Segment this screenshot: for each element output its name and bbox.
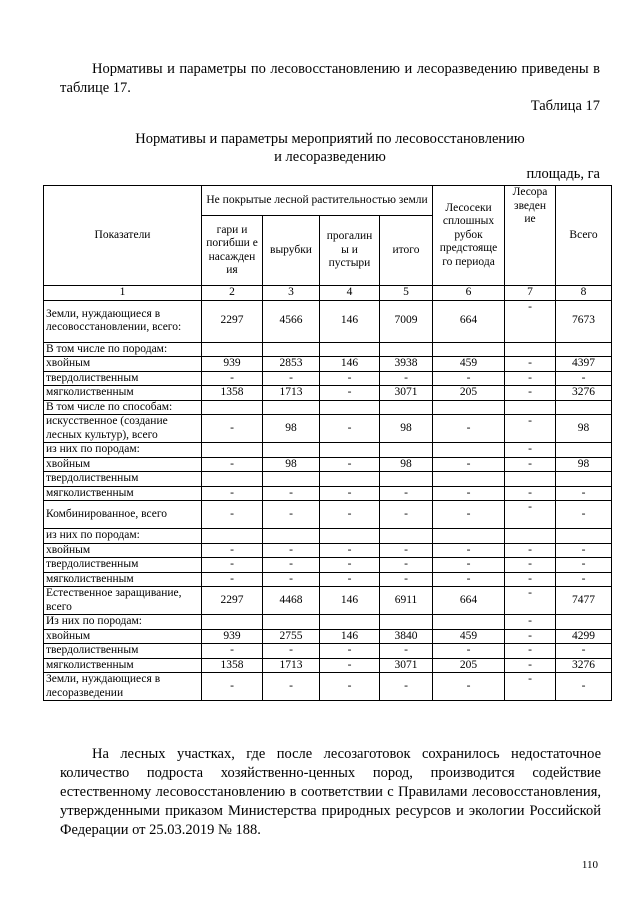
table-cell [556, 443, 612, 458]
column-number-row [44, 286, 612, 301]
row-label: из них по породам: [44, 443, 202, 458]
table-cell: 3071 [380, 386, 433, 401]
table-cell [320, 529, 380, 544]
row-label: мягколиственным [44, 386, 202, 401]
table-cell: 98 [380, 457, 433, 472]
table-cell: - [202, 501, 263, 529]
table-cell: 4397 [556, 357, 612, 372]
table-cell: - [320, 572, 380, 587]
table-cell [320, 400, 380, 415]
table-row [44, 443, 612, 458]
table-cell: 2297 [202, 587, 263, 615]
table-cell: - [505, 629, 556, 644]
table-cell: - [505, 615, 556, 630]
table-row [44, 486, 612, 501]
row-label: мягколиственным [44, 572, 202, 587]
column-number: 8 [556, 286, 612, 301]
row-label: хвойным [44, 629, 202, 644]
table-cell [433, 615, 505, 630]
table-cell: - [320, 371, 380, 386]
header-clear-cutting-areas: Лесосеки сплошных рубок предстояще го периода [433, 186, 505, 286]
row-label: В том числе по породам: [44, 342, 202, 357]
table-row [44, 629, 612, 644]
table-cell [433, 529, 505, 544]
table-cell: - [505, 300, 556, 342]
table-cell [505, 529, 556, 544]
table-cell: - [380, 673, 433, 701]
table-cell: - [202, 371, 263, 386]
table-cell: - [433, 572, 505, 587]
table-cell: 146 [320, 587, 380, 615]
header-unforested-lands: Не покрытые лесной растительностью земли [202, 186, 433, 216]
table-row [44, 371, 612, 386]
table-row [44, 472, 612, 487]
row-label: твердолиственным [44, 558, 202, 573]
table-cell: - [556, 572, 612, 587]
table-cell: - [433, 543, 505, 558]
table-cell: 7673 [556, 300, 612, 342]
table-cell: - [505, 644, 556, 659]
column-number: 3 [263, 286, 320, 301]
table-row [44, 572, 612, 587]
table-row [44, 529, 612, 544]
table-cell: 3840 [380, 629, 433, 644]
table-row [44, 386, 612, 401]
table-cell: 4566 [263, 300, 320, 342]
table-cell: - [320, 658, 380, 673]
table-cell: - [505, 501, 556, 529]
table-cell: - [505, 572, 556, 587]
table-row [44, 558, 612, 573]
table-cell: 664 [433, 587, 505, 615]
table-cell: 1713 [263, 658, 320, 673]
column-number: 5 [380, 286, 433, 301]
table-cell: - [263, 371, 320, 386]
table-cell: - [320, 543, 380, 558]
table-row [44, 457, 612, 472]
intro-paragraph: Нормативы и параметры по лесовосстановлению и лесоразведению приведены в таблице 17. [60, 61, 600, 96]
table-cell: - [380, 558, 433, 573]
table-cell: 2755 [263, 629, 320, 644]
units-label: площадь, га [526, 166, 600, 182]
row-label: Естественное заращивание, всего [44, 587, 202, 615]
table-cell: 146 [320, 300, 380, 342]
table-label: Таблица 17 [530, 98, 600, 114]
table-cell: - [320, 644, 380, 659]
table-cell: 205 [433, 386, 505, 401]
table-cell: 7009 [380, 300, 433, 342]
row-label: Комбинированное, всего [44, 501, 202, 529]
table-cell [263, 400, 320, 415]
table-cell: - [202, 415, 263, 443]
table-cell: 2853 [263, 357, 320, 372]
table-cell: - [556, 673, 612, 701]
table-cell: 98 [263, 457, 320, 472]
table-cell [505, 472, 556, 487]
table-cell: - [556, 543, 612, 558]
table-cell: 98 [263, 415, 320, 443]
table-cell: 98 [556, 415, 612, 443]
table-row [44, 357, 612, 372]
page-number: 110 [581, 859, 598, 871]
table-cell: - [263, 501, 320, 529]
table-cell: - [263, 543, 320, 558]
table-cell: - [380, 486, 433, 501]
column-number: 2 [202, 286, 263, 301]
table-cell: 3938 [380, 357, 433, 372]
table-cell: 1358 [202, 386, 263, 401]
table-cell: - [380, 543, 433, 558]
header-total: Всего [556, 186, 612, 286]
table-cell [556, 615, 612, 630]
table-cell [505, 342, 556, 357]
table-cell: - [202, 457, 263, 472]
table-cell: - [263, 673, 320, 701]
table-cell: - [505, 587, 556, 615]
table-cell: - [320, 457, 380, 472]
table-row [44, 587, 612, 615]
table-cell: - [556, 486, 612, 501]
outro-paragraph: На лесных участках, где после лесозаготовок сохранилось недостаточное количество подроста хозяйственно-ценных пород, производится содействие естественному лесовосстановлению в соответствии с Правилами лесовосстановления, утвержденными приказом Министерства природных ресурсов и экологии Российской Федерации от 25.03.2019 № 188. [60, 746, 601, 838]
table-cell: - [556, 644, 612, 659]
table-cell: 2297 [202, 300, 263, 342]
table-cell: 1713 [263, 386, 320, 401]
table-cell: 4299 [556, 629, 612, 644]
table-cell: 98 [380, 415, 433, 443]
table-cell: - [556, 501, 612, 529]
table-cell: - [505, 386, 556, 401]
table-cell [433, 342, 505, 357]
table-cell: - [320, 673, 380, 701]
table-cell: 1358 [202, 658, 263, 673]
table-title [60, 130, 600, 166]
table-cell [202, 615, 263, 630]
table-row [44, 501, 612, 529]
column-number: 4 [320, 286, 380, 301]
table-cell [263, 342, 320, 357]
table-title-line: Нормативы и параметры мероприятий по лесовосстановлению [135, 131, 525, 147]
table-cell [263, 472, 320, 487]
table-cell: - [433, 558, 505, 573]
table-cell: - [320, 558, 380, 573]
row-label: хвойным [44, 357, 202, 372]
table-cell: 4468 [263, 587, 320, 615]
table-cell [380, 472, 433, 487]
table-cell [433, 400, 505, 415]
column-number: 6 [433, 286, 505, 301]
table-cell [263, 443, 320, 458]
table-cell: 3276 [556, 658, 612, 673]
row-label: твердолиственным [44, 644, 202, 659]
table-cell: - [202, 644, 263, 659]
table-cell [320, 615, 380, 630]
table-cell: - [505, 371, 556, 386]
row-label: мягколиственным [44, 658, 202, 673]
table-cell: - [556, 371, 612, 386]
table-row [44, 658, 612, 673]
table-cell: 6911 [380, 587, 433, 615]
table-cell: 3276 [556, 386, 612, 401]
table-row [44, 415, 612, 443]
norms-table [43, 185, 612, 701]
table-cell: - [505, 443, 556, 458]
table-cell: - [263, 572, 320, 587]
table-cell: - [505, 486, 556, 501]
row-label: хвойным [44, 543, 202, 558]
header-burnt-stands: гари и погибши е насажден ия [202, 216, 263, 286]
row-label: Из них по породам: [44, 615, 202, 630]
table-cell: - [202, 572, 263, 587]
table-cell: - [505, 415, 556, 443]
table-cell: 664 [433, 300, 505, 342]
table-cell: 3071 [380, 658, 433, 673]
table-cell: 146 [320, 357, 380, 372]
table-cell [433, 472, 505, 487]
table-cell: - [556, 558, 612, 573]
table-cell: - [202, 486, 263, 501]
table-row [44, 615, 612, 630]
table-cell: - [433, 415, 505, 443]
table-cell [433, 443, 505, 458]
row-label: хвойным [44, 457, 202, 472]
table-row [44, 543, 612, 558]
row-label: твердолиственным [44, 371, 202, 386]
table-cell [202, 529, 263, 544]
table-cell: - [505, 558, 556, 573]
row-label: Земли, нуждающиеся в лесоразведении [44, 673, 202, 701]
table-cell: 939 [202, 357, 263, 372]
table-cell: - [202, 543, 263, 558]
table-cell [202, 400, 263, 415]
table-cell: - [320, 486, 380, 501]
table-cell: - [505, 673, 556, 701]
table-cell: - [320, 501, 380, 529]
table-cell [380, 400, 433, 415]
table-cell [380, 443, 433, 458]
table-cell [380, 615, 433, 630]
header-glades: прогалин ы и пустыри [320, 216, 380, 286]
table-cell: - [380, 572, 433, 587]
table-cell: - [433, 371, 505, 386]
table-title-line: и лесоразведению [274, 149, 386, 165]
table-cell [505, 400, 556, 415]
table-cell: - [505, 543, 556, 558]
table-cell: - [320, 386, 380, 401]
table-cell: - [263, 558, 320, 573]
table-cell: 205 [433, 658, 505, 673]
table-cell [380, 529, 433, 544]
header-subtotal: итого [380, 216, 433, 286]
header-afforestation: Лесора зведен ие [505, 186, 556, 286]
table-row [44, 300, 612, 342]
table-cell: - [380, 501, 433, 529]
column-number: 7 [505, 286, 556, 301]
row-label: Земли, нуждающиеся в лесовосстановлении, всего: [44, 300, 202, 342]
table-body [44, 300, 612, 701]
table-cell [202, 472, 263, 487]
table-cell: - [320, 415, 380, 443]
header-indicators: Показатели [44, 186, 202, 286]
table-cell: - [433, 457, 505, 472]
table-row [44, 400, 612, 415]
table-cell [320, 443, 380, 458]
table-cell: - [202, 558, 263, 573]
table-cell [202, 443, 263, 458]
table-cell: 7477 [556, 587, 612, 615]
table-cell [556, 400, 612, 415]
table-cell: - [433, 644, 505, 659]
table-cell: - [202, 673, 263, 701]
row-label: В том числе по способам: [44, 400, 202, 415]
header-clearings: вырубки [263, 216, 320, 286]
table-cell: - [433, 501, 505, 529]
row-label: из них по породам: [44, 529, 202, 544]
table-cell: - [505, 457, 556, 472]
table-cell: - [505, 658, 556, 673]
table-cell: 459 [433, 357, 505, 372]
table-cell: - [433, 486, 505, 501]
table-cell: - [263, 486, 320, 501]
table-row [44, 644, 612, 659]
table-cell [263, 615, 320, 630]
table-cell: 146 [320, 629, 380, 644]
table-cell [556, 342, 612, 357]
column-number: 1 [44, 286, 202, 301]
row-label: мягколиственным [44, 486, 202, 501]
table-cell: - [263, 644, 320, 659]
table-cell: 98 [556, 457, 612, 472]
table-cell: - [380, 644, 433, 659]
table-cell [556, 529, 612, 544]
table-cell [263, 529, 320, 544]
table-cell [202, 342, 263, 357]
table-cell: - [433, 673, 505, 701]
table-row [44, 673, 612, 701]
table-cell [320, 472, 380, 487]
row-label: твердолиственным [44, 472, 202, 487]
table-cell [380, 342, 433, 357]
table-cell: - [505, 357, 556, 372]
table-cell: 459 [433, 629, 505, 644]
table-cell: 939 [202, 629, 263, 644]
row-label: искусственное (создание лесных культур), всего [44, 415, 202, 443]
table-cell [320, 342, 380, 357]
table-cell [556, 472, 612, 487]
table-row [44, 342, 612, 357]
table-cell: - [380, 371, 433, 386]
